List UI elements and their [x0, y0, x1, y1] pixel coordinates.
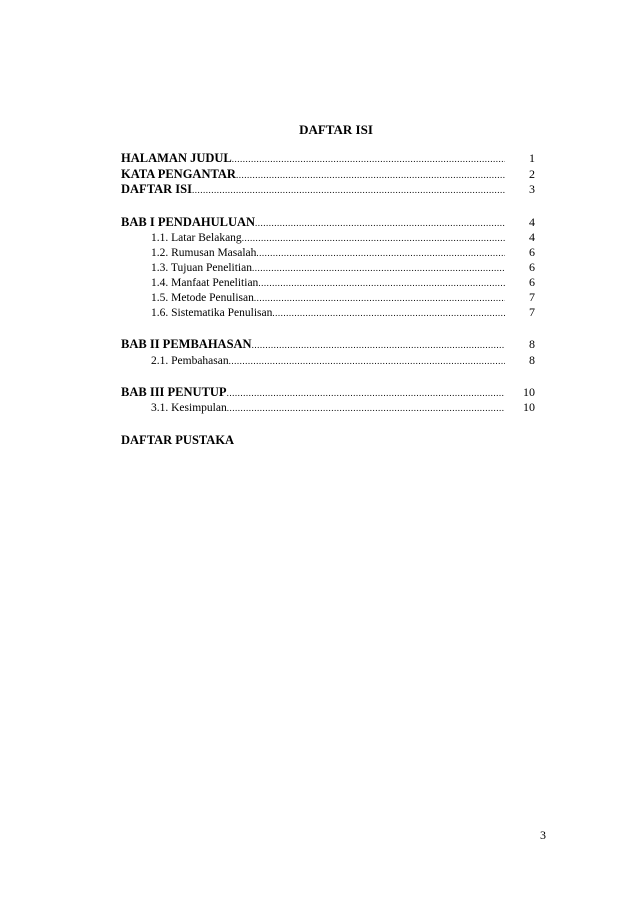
toc-entry[interactable] [121, 151, 535, 167]
toc-entry[interactable] [121, 182, 535, 198]
toc-entry-page: 3 [529, 182, 535, 196]
toc-subentry[interactable] [121, 305, 535, 320]
toc-entry[interactable] [121, 385, 535, 401]
toc-entry-page: 1 [529, 151, 535, 165]
toc-entry-page: 8 [529, 337, 535, 351]
toc-leader-dots [227, 386, 505, 402]
table-of-contents [121, 151, 535, 448]
toc-entry-page: 4 [529, 214, 535, 229]
toc-leader-dots [252, 338, 505, 354]
toc-subentry[interactable] [121, 245, 535, 260]
toc-entry-page: 7 [529, 305, 535, 319]
toc-entry[interactable] [121, 337, 535, 353]
toc-entry-page: 4 [529, 230, 535, 244]
toc-entry-page: 10 [523, 384, 535, 399]
toc-leader-dots [258, 276, 505, 291]
toc-entry[interactable] [121, 167, 535, 183]
toc-leader-dots [254, 291, 505, 306]
toc-entry-label: 3.1. Kesimpulan [151, 402, 227, 414]
toc-subentry[interactable] [121, 400, 535, 415]
toc-subentry[interactable] [121, 353, 535, 368]
toc-entry-label: BAB III PENUTUP [121, 384, 227, 399]
toc-leader-dots [227, 401, 505, 416]
toc-subentry[interactable] [121, 275, 535, 290]
toc-subentry[interactable] [121, 290, 535, 305]
toc-entry-label: 1.4. Manfaat Penelitian [151, 277, 259, 289]
toc-group-chapter-1 [121, 215, 535, 321]
toc-leader-dots [232, 152, 505, 168]
toc-entry-label: 1.1. Latar Belakang [151, 232, 242, 244]
toc-entry-page: 7 [529, 290, 535, 304]
toc-leader-dots [236, 168, 505, 184]
toc-leader-dots [255, 216, 505, 232]
toc-entry-label: BAB II PEMBAHASAN [121, 337, 252, 351]
page-title: DAFTAR ISI [299, 122, 373, 137]
toc-leader-dots [256, 246, 505, 261]
toc-leader-dots [252, 261, 505, 276]
toc-entry-page: 10 [523, 400, 535, 414]
toc-entry-page: 8 [529, 352, 535, 367]
toc-group-chapter-2 [121, 337, 535, 368]
toc-entry-label: 2.1. Pembahasan [151, 354, 229, 367]
toc-entry-label: HALAMAN JUDUL [121, 151, 232, 165]
toc-entry-label: 1.6. Sistematika Penulisan [151, 307, 273, 319]
toc-leader-dots [272, 306, 505, 321]
toc-leader-dots [192, 183, 505, 199]
page-number: 3 [540, 828, 546, 842]
toc-entry-label: 1.5. Metode Penulisan [151, 292, 254, 304]
toc-entry-label: 1.2. Rumusan Masalah [151, 247, 257, 259]
toc-entry-label: BAB I PENDAHULUAN [121, 214, 256, 229]
toc-subentry[interactable] [121, 260, 535, 275]
toc-entry-label: DAFTAR ISI [121, 182, 192, 196]
toc-group-chapter-3 [121, 385, 535, 416]
toc-entry-page: 2 [529, 166, 535, 181]
toc-entry-page: 6 [529, 275, 535, 289]
toc-entry-label: 1.3. Tujuan Penelitian [151, 262, 252, 274]
toc-entry-bibliography[interactable]: DAFTAR PUSTAKA [121, 433, 235, 447]
toc-entry-label: KATA PENGANTAR [121, 166, 236, 181]
toc-group-front-matter [121, 151, 535, 198]
toc-subentry[interactable] [121, 230, 535, 245]
toc-leader-dots [242, 231, 505, 246]
toc-leader-dots [229, 354, 505, 369]
toc-entry-page: 6 [529, 260, 535, 274]
toc-entry[interactable] [121, 215, 535, 231]
toc-entry-page: 6 [529, 245, 535, 259]
